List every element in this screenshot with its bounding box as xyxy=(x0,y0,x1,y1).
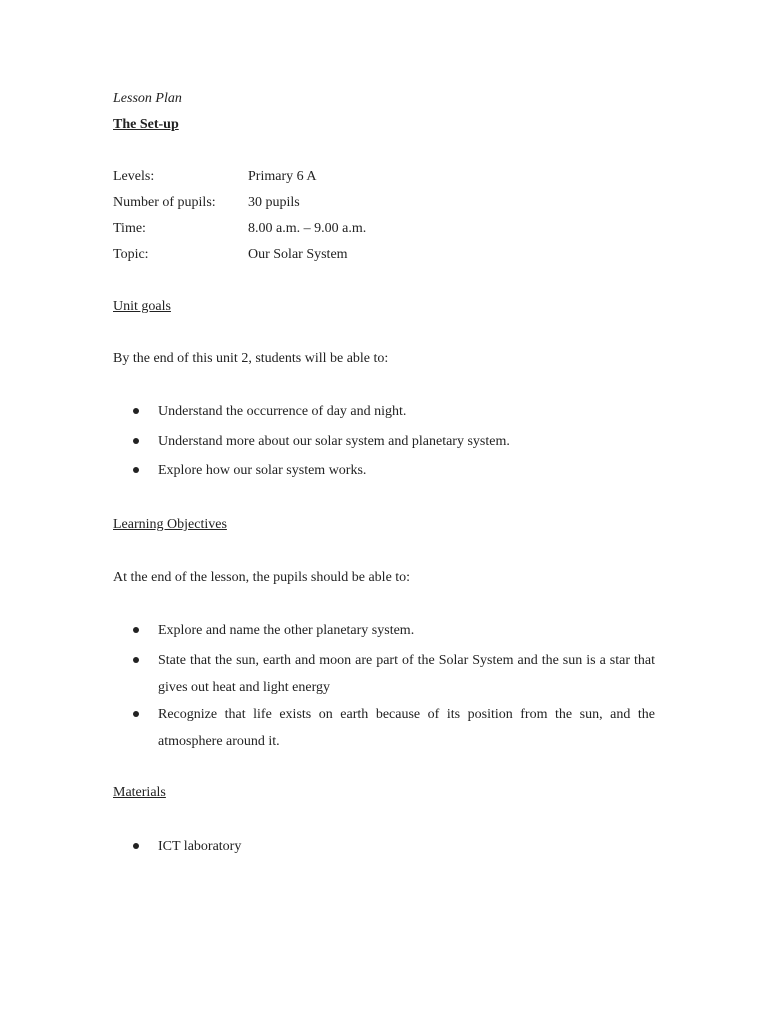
levels-label: Levels: xyxy=(113,169,155,184)
bullet-icon xyxy=(133,711,139,717)
pupils-label: Number of pupils: xyxy=(113,195,216,210)
bullet-icon xyxy=(133,627,139,633)
list-item: ICT laboratory xyxy=(158,839,242,854)
learning-objectives-heading: Learning Objectives xyxy=(113,517,227,532)
list-item: State that the sun, earth and moon are part of the Solar System and the sun is a star that gives out heat and light energy xyxy=(158,653,655,695)
document-label: Lesson Plan xyxy=(113,91,182,106)
time-label: Time: xyxy=(113,221,146,236)
unit-goals-intro: By the end of this unit 2, students will be able to: xyxy=(113,351,389,366)
levels-value: Primary 6 A xyxy=(248,169,317,184)
learning-objectives-intro: At the end of the lesson, the pupils should be able to: xyxy=(113,570,411,585)
list-item: Recognize that life exists on earth because of its position from the sun, and the atmosphere around it. xyxy=(158,707,655,749)
list-item: Explore how our solar system works. xyxy=(158,463,367,478)
topic-label: Topic: xyxy=(113,247,149,262)
bullet-icon xyxy=(133,657,139,663)
list-item: Understand more about our solar system and planetary system. xyxy=(158,434,510,449)
bullet-icon xyxy=(133,467,139,473)
bullet-icon xyxy=(133,408,139,414)
list-item: Explore and name the other planetary system. xyxy=(158,623,415,638)
materials-heading: Materials xyxy=(113,785,166,800)
topic-value: Our Solar System xyxy=(248,247,348,262)
bullet-icon xyxy=(133,438,139,444)
bullet-icon xyxy=(133,843,139,849)
list-item: Understand the occurrence of day and night. xyxy=(158,404,407,419)
setup-title: The Set-up xyxy=(113,117,179,132)
time-value: 8.00 a.m. – 9.00 a.m. xyxy=(248,221,367,236)
pupils-value: 30 pupils xyxy=(248,195,300,210)
unit-goals-heading: Unit goals xyxy=(113,299,171,314)
